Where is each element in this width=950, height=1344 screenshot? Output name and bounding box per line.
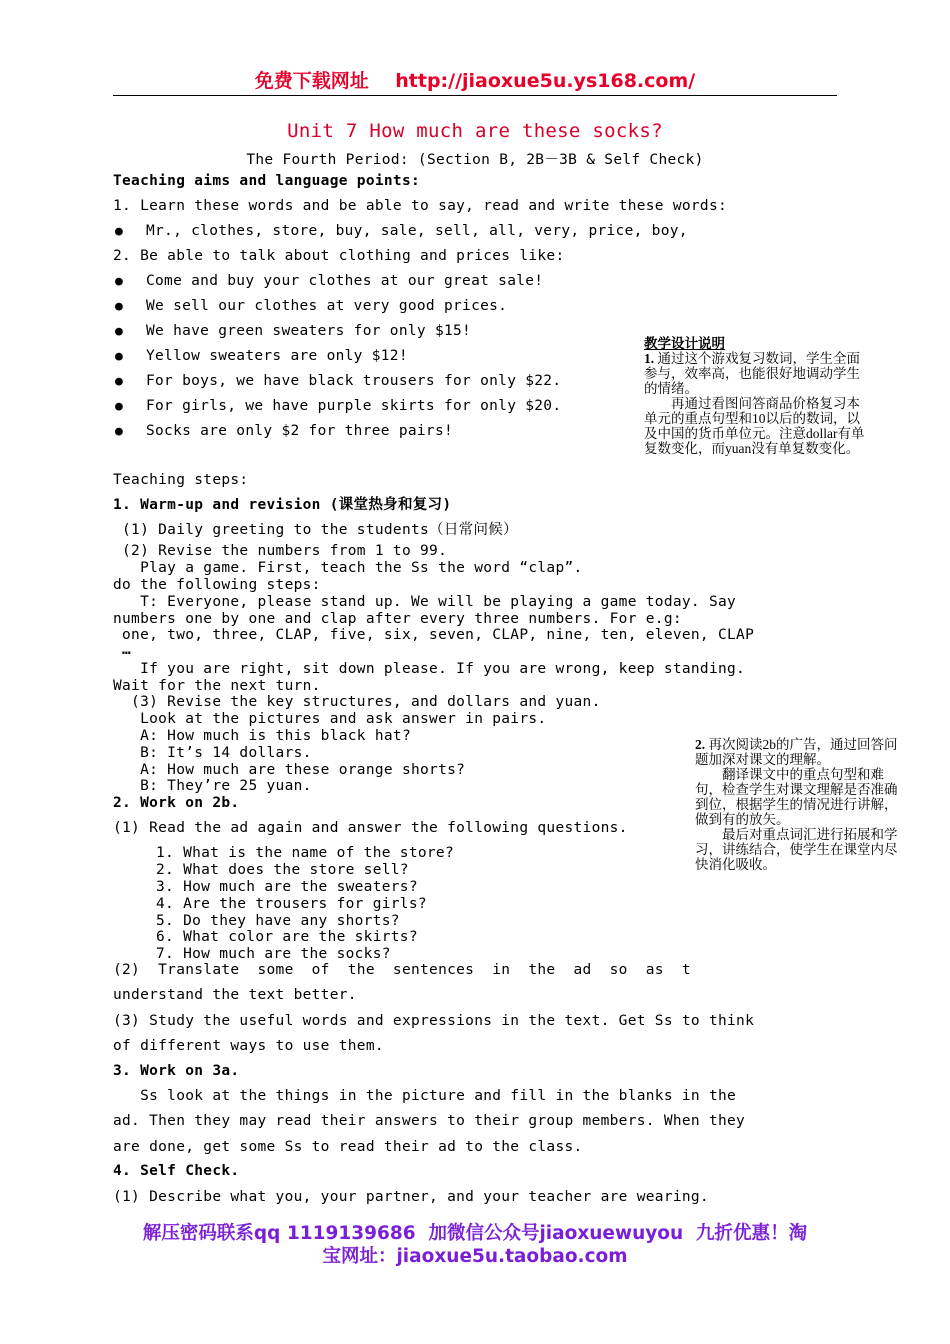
step-3-text: are done, get some Ss to read their ad to the class. xyxy=(113,1139,583,1155)
step-4-1: (1) Describe what you, your partner, and your teacher are wearing. xyxy=(113,1189,709,1205)
dialog-line: A: How much are these orange shorts? xyxy=(113,762,466,778)
design-note-para xyxy=(644,351,868,396)
question: 6. What color are the skirts? xyxy=(156,929,418,945)
step-1-3: (3) Revise the key structures, and dollars and yuan. xyxy=(113,694,601,710)
step-2-3b: of different ways to use them. xyxy=(113,1038,384,1054)
question: 7. How much are the socks? xyxy=(156,946,391,962)
aim-1-words: ● Mr., clothes, store, buy, sale, sell, all, very, price, boy, xyxy=(146,223,688,239)
header-divider xyxy=(113,95,837,96)
question: 3. How much are the sweaters? xyxy=(156,879,418,895)
header-url[interactable]: 免费下载网址 http://jiaoxue5u.ys168.com/ xyxy=(254,70,696,92)
aim-2-bullet: ● For boys, we have black trousers for only $22. xyxy=(146,373,561,389)
step-1-1: (1) Daily greeting to the students（日常问候） xyxy=(113,522,518,538)
lesson-title: Unit 7 How much are these socks? xyxy=(287,120,663,142)
design-note-number: 2. xyxy=(695,737,706,752)
aim-2-bullet: ● Socks are only $2 for three pairs! xyxy=(146,423,453,439)
aim-2: 2. Be able to talk about clothing and prices like: xyxy=(113,248,565,264)
question: 4. Are the trousers for girls? xyxy=(156,896,427,912)
dialog-line: A: How much is this black hat? xyxy=(113,728,411,744)
footer-line-1: 解压密码联系qq 1119139686 加微信公众号jiaoxuewuyou 九折优惠！淘 xyxy=(142,1223,808,1244)
design-note-number: 1. xyxy=(644,351,655,366)
step-1-2f: … xyxy=(113,642,132,658)
aim-2-bullet: ● We have green sweaters for only $15! xyxy=(146,323,471,339)
design-note-para: 再通过看图问答商品价格复习本单元的重点句型和10以后的数词，以及中国的货币单位元。注意dollar有单复数变化，而yuan没有单复数变化。 xyxy=(644,396,865,456)
step-1-2a: Play a game. First, teach the Ss the word “clap”. xyxy=(113,560,583,576)
aim-2-bullet: ● Come and buy your clothes at our great sale! xyxy=(146,273,543,289)
step-1-2e: one, two, three, CLAP, five, six, seven, CLAP, nine, ten, eleven, CLAP xyxy=(113,627,755,643)
step-1-3a: Look at the pictures and ask answer in pairs. xyxy=(113,711,547,727)
design-note-heading: 教学设计说明 xyxy=(644,336,725,351)
dialog-line: B: They’re 25 yuan. xyxy=(113,778,312,794)
question: 1. What is the name of the store? xyxy=(156,845,454,861)
step-2-3: (3) Study the useful words and expressions in the text. Get Ss to think xyxy=(113,1013,755,1029)
design-note-para: 最后对重点词汇进行拓展和学习，讲练结合，使学生在课堂内尽快消化吸收。 xyxy=(695,827,898,872)
question: 2. What does the store sell? xyxy=(156,862,409,878)
step-1-2c: T: Everyone, please stand up. We will be playing a game today. Say xyxy=(113,594,737,610)
design-note-2 xyxy=(695,737,910,872)
footer-line-2[interactable]: 宝网址：jiaoxue5u.taobao.com xyxy=(322,1246,628,1267)
step-3-text: ad. Then they may read their answers to their group members. When they xyxy=(113,1113,746,1129)
step-2-heading: 2. Work on 2b. xyxy=(113,795,240,811)
aim-2-bullet: ● We sell our clothes at very good prices. xyxy=(146,298,507,314)
step-2-1: (1) Read the ad again and answer the following questions. xyxy=(113,820,628,836)
step-1-heading: 1. Warm-up and revision (课堂热身和复习) xyxy=(113,497,452,513)
step-1-2: (2) Revise the numbers from 1 to 99. xyxy=(113,543,448,559)
design-note-para xyxy=(695,737,910,767)
step-4-heading: 4. Self Check. xyxy=(113,1163,240,1179)
step-2-2b: understand the text better. xyxy=(113,987,357,1003)
aim-2-bullet: ● Yellow sweaters are only $12! xyxy=(146,348,408,364)
step-2-2: (2) Translate some of the sentences in the ad so as t xyxy=(113,962,691,978)
step-1-2b: do the following steps: xyxy=(113,577,321,593)
step-1-2d: numbers one by one and clap after every three numbers. For e.g: xyxy=(113,611,682,627)
question: 5. Do they have any shorts? xyxy=(156,913,400,929)
steps-heading: Teaching steps: xyxy=(113,472,249,488)
lesson-subtitle: The Fourth Period: (Section B, 2B－3B & Self Check) xyxy=(246,152,704,168)
step-3-text: Ss look at the things in the picture and fill in the blanks in the xyxy=(113,1088,737,1104)
aim-1: 1. Learn these words and be able to say, read and write these words: xyxy=(113,198,728,214)
step-1-2h: Wait for the next turn. xyxy=(113,678,321,694)
dialog-line: B: It’s 14 dollars. xyxy=(113,745,312,761)
aims-heading: Teaching aims and language points: xyxy=(113,173,421,189)
step-1-2g: If you are right, sit down please. If you are wrong, keep standing. xyxy=(113,661,746,677)
step-3-heading: 3. Work on 3a. xyxy=(113,1063,240,1079)
design-note-text: 再次阅读2b的广告，通过回答问题加深对课文的理解。 xyxy=(695,737,898,767)
design-note-1 xyxy=(644,336,868,456)
aim-2-bullet: ● For girls, we have purple skirts for only $20. xyxy=(146,398,561,414)
design-note-text: 通过这个游戏复习数词，学生全面参与，效率高，也能很好地调动学生的情绪。 xyxy=(644,351,860,396)
design-note-para: 翻译课文中的重点句型和难句，检查学生对课文理解是否准确到位，根据学生的情况进行讲解，做到有的放矢。 xyxy=(695,767,898,827)
